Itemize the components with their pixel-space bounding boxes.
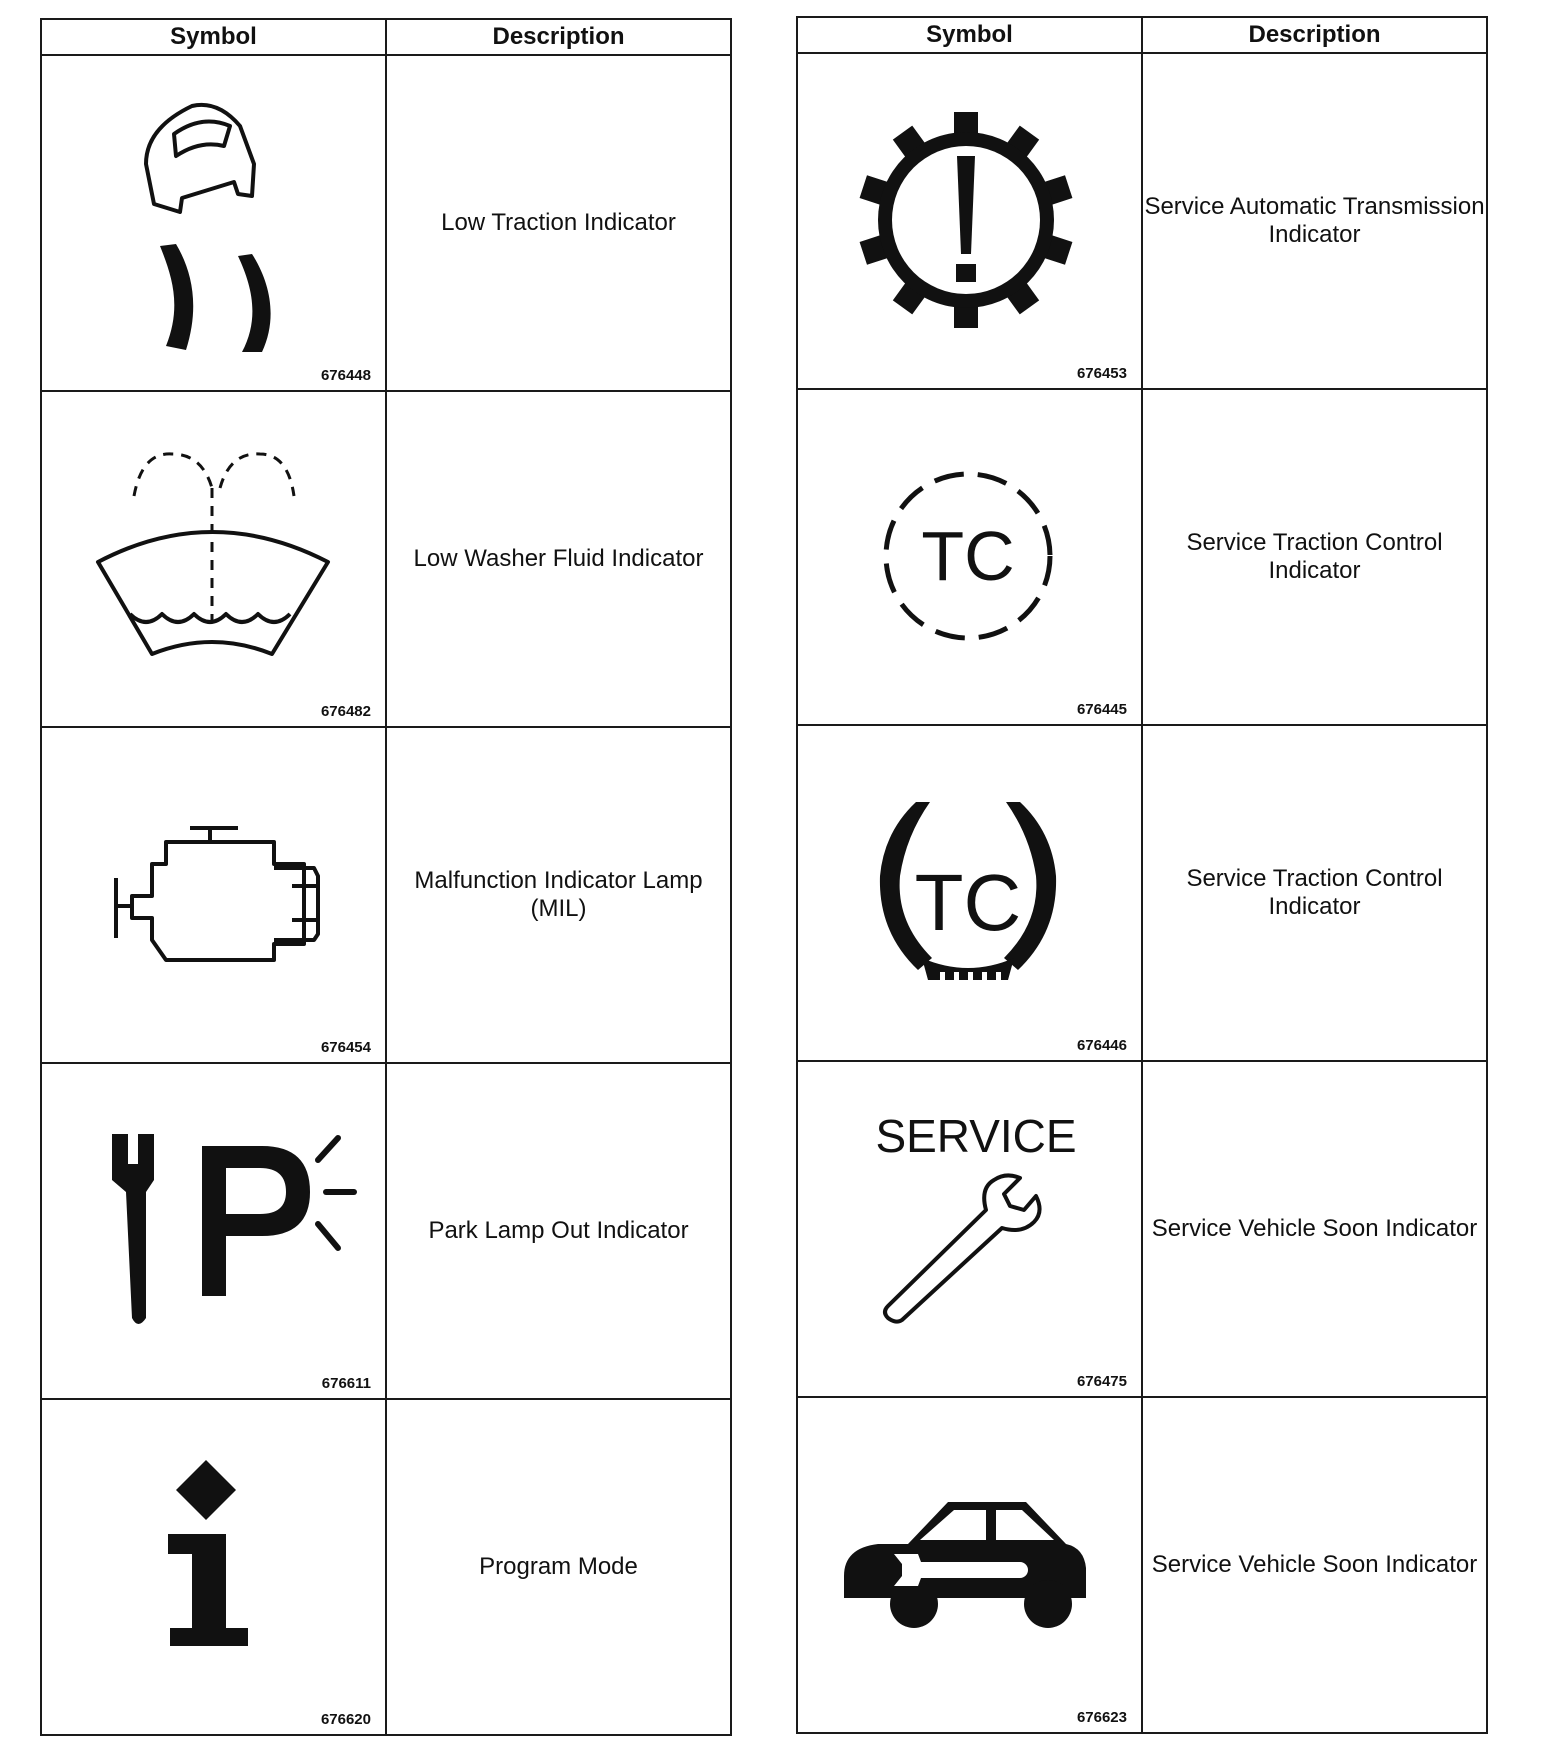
- table-row: [41, 1063, 731, 1399]
- table-row: [797, 389, 1487, 725]
- figure-code: 676623: [1076, 1709, 1127, 1726]
- symbol-cell: [41, 391, 386, 727]
- figure-code: 676482: [320, 703, 371, 720]
- symbol-table-right: [796, 16, 1488, 1734]
- figure-code: 676453: [1076, 365, 1127, 382]
- traction-control-label: TC: [921, 517, 1015, 595]
- service-label: SERVICE: [875, 1110, 1077, 1162]
- figure-code: 676448: [320, 367, 371, 384]
- figure-code: 676445: [1076, 701, 1127, 718]
- symbol-cell: [797, 53, 1142, 389]
- symbol-column-header: Symbol: [797, 17, 1142, 53]
- table-row: [41, 727, 731, 1063]
- description-cell: Service Traction Control Indicator: [1142, 389, 1487, 725]
- symbol-cell: [797, 1397, 1142, 1733]
- car-wrench-icon: [798, 1398, 1143, 1732]
- table-row: [41, 1399, 731, 1735]
- description-cell: Service Vehicle Soon Indicator: [1142, 1061, 1487, 1397]
- description-cell: Malfunction Indicator Lamp (MIL): [386, 727, 731, 1063]
- description-cell: Service Vehicle Soon Indicator: [1142, 1397, 1487, 1733]
- table-row: [797, 1061, 1487, 1397]
- table-row: [41, 391, 731, 727]
- figure-code: 676620: [320, 1711, 371, 1728]
- description-column-header: Description: [1142, 17, 1487, 53]
- description-cell: Low Washer Fluid Indicator: [386, 391, 731, 727]
- table-header-row: [41, 19, 731, 55]
- description-cell: Service Automatic Transmission Indicator: [1142, 53, 1487, 389]
- traction-control-tire-icon: [798, 726, 1143, 1060]
- table-row: [41, 55, 731, 391]
- figure-code: 676611: [321, 1375, 371, 1392]
- washer-fluid-icon: [42, 392, 387, 726]
- service-wrench-icon: [798, 1062, 1143, 1396]
- table-header-row: [797, 17, 1487, 53]
- symbol-column-header: Symbol: [41, 19, 386, 55]
- symbol-table-left: [40, 18, 732, 1736]
- transmission-gear-icon: [798, 54, 1143, 388]
- symbol-cell: [41, 55, 386, 391]
- table-row: [797, 1397, 1487, 1733]
- symbol-cell: [797, 1061, 1142, 1397]
- description-column-header: Description: [386, 19, 731, 55]
- figure-code: 676446: [1076, 1037, 1127, 1054]
- description-cell: Park Lamp Out Indicator: [386, 1063, 731, 1399]
- park-lamp-icon: [42, 1064, 387, 1398]
- symbol-cell: [41, 1063, 386, 1399]
- symbol-cell: [797, 389, 1142, 725]
- table-row: [797, 53, 1487, 389]
- symbol-cell: [41, 727, 386, 1063]
- info-icon: [42, 1400, 387, 1734]
- low-traction-icon: [42, 56, 387, 390]
- table-row: [797, 725, 1487, 1061]
- symbol-cell: [797, 725, 1142, 1061]
- figure-code: 676475: [1076, 1373, 1127, 1390]
- traction-control-icon: [798, 390, 1143, 724]
- description-cell: Service Traction Control Indicator: [1142, 725, 1487, 1061]
- traction-control-tire-label: TC: [914, 858, 1022, 947]
- engine-icon: [42, 728, 387, 1062]
- description-cell: Program Mode: [386, 1399, 731, 1735]
- figure-code: 676454: [320, 1039, 371, 1056]
- description-cell: Low Traction Indicator: [386, 55, 731, 391]
- symbol-cell: [41, 1399, 386, 1735]
